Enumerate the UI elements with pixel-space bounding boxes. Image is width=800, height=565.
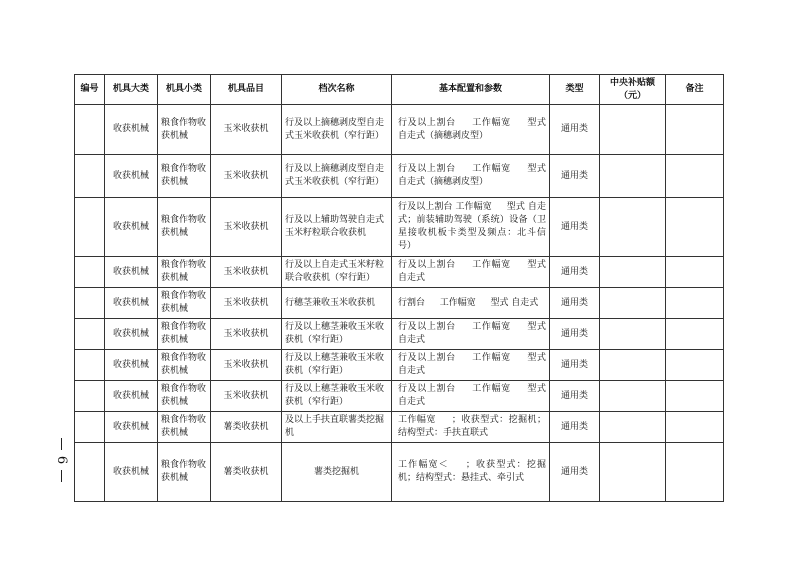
cell-grade: 行及以上摘穗剥皮型自走式玉米收获机（窄行距）: [282, 105, 392, 155]
header-grade: 档次名称: [282, 75, 392, 105]
cell-major-class: 收获机械: [105, 105, 158, 155]
cell-note: [666, 381, 724, 412]
cell-major-class: 收获机械: [105, 288, 158, 319]
cell-major-class: 收获机械: [105, 155, 158, 198]
header-major-class: 机具大类: [105, 75, 158, 105]
cell-no: [75, 381, 105, 412]
cell-grade: 及以上手扶直联薯类挖掘机: [282, 412, 392, 443]
cell-major-class: 收获机械: [105, 443, 158, 502]
cell-subsidy: [600, 350, 666, 381]
cell-major-class: 收获机械: [105, 412, 158, 443]
cell-grade: 行及以上穗茎兼收玉米收获机（窄行距）: [282, 381, 392, 412]
cell-minor-class: 粮食作物收获机械: [158, 155, 211, 198]
cell-config: 行及以上割台 工作幅宽 型式 自走式: [392, 257, 550, 288]
cell-item: 玉米收获机: [211, 198, 282, 257]
page-number-dash-top: [61, 438, 62, 450]
cell-no: [75, 198, 105, 257]
cell-note: [666, 350, 724, 381]
cell-grade: 行及以上辅助驾驶自走式玉米籽粒联合收获机: [282, 198, 392, 257]
cell-minor-class: 粮食作物收获机械: [158, 105, 211, 155]
cell-item: 玉米收获机: [211, 319, 282, 350]
cell-major-class: 收获机械: [105, 381, 158, 412]
cell-config: 工作幅宽 ；收获型式：挖掘机；结构型式：手扶直联式: [392, 412, 550, 443]
cell-minor-class: 粮食作物收获机械: [158, 257, 211, 288]
cell-config: 行割台 工作幅宽 型式 自走式: [392, 288, 550, 319]
cell-note: [666, 412, 724, 443]
cell-no: [75, 155, 105, 198]
cell-no: [75, 288, 105, 319]
table-row: [75, 319, 724, 350]
cell-no: [75, 412, 105, 443]
table-row: [75, 257, 724, 288]
header-note: 备注: [666, 75, 724, 105]
cell-minor-class: 粮食作物收获机械: [158, 412, 211, 443]
cell-minor-class: 粮食作物收获机械: [158, 443, 211, 502]
cell-no: [75, 105, 105, 155]
cell-item: 玉米收获机: [211, 381, 282, 412]
table-header-row: [75, 75, 724, 105]
subsidy-table: [74, 74, 724, 502]
cell-config: 行及以上割台 工作幅宽 型式 自走式: [392, 319, 550, 350]
table-row: [75, 198, 724, 257]
cell-type: 通用类: [550, 257, 600, 288]
header-subsidy: 中央补贴额（元）: [600, 75, 666, 105]
cell-major-class: 收获机械: [105, 350, 158, 381]
table-row: [75, 443, 724, 502]
header-no: 编号: [75, 75, 105, 105]
table-row: [75, 412, 724, 443]
cell-note: [666, 319, 724, 350]
cell-note: [666, 155, 724, 198]
cell-no: [75, 350, 105, 381]
cell-subsidy: [600, 198, 666, 257]
page-number-digit: 6: [54, 455, 69, 465]
cell-grade: 行及以上穗茎兼收玉米收获机（窄行距）: [282, 350, 392, 381]
cell-minor-class: 粮食作物收获机械: [158, 288, 211, 319]
cell-note: [666, 105, 724, 155]
cell-major-class: 收获机械: [105, 319, 158, 350]
cell-minor-class: 粮食作物收获机械: [158, 198, 211, 257]
cell-subsidy: [600, 319, 666, 350]
cell-subsidy: [600, 288, 666, 319]
cell-config: 工作幅宽＜ ；收获型式：挖掘机；结构型式：悬挂式、牵引式: [392, 443, 550, 502]
cell-subsidy: [600, 443, 666, 502]
cell-grade: 行及以上自走式玉米籽粒联合收获机（窄行距）: [282, 257, 392, 288]
header-config: 基本配置和参数: [392, 75, 550, 105]
cell-type: 通用类: [550, 319, 600, 350]
cell-grade: 薯类挖掘机: [282, 443, 392, 502]
table-row: [75, 155, 724, 198]
cell-minor-class: 粮食作物收获机械: [158, 381, 211, 412]
cell-type: 通用类: [550, 350, 600, 381]
cell-config: 行及以上割台 工作幅宽 型式 自走式: [392, 381, 550, 412]
cell-no: [75, 319, 105, 350]
cell-note: [666, 198, 724, 257]
cell-subsidy: [600, 381, 666, 412]
cell-config: 行及以上割台 工作幅宽 型式 自走式: [392, 350, 550, 381]
header-minor-class: 机具小类: [158, 75, 211, 105]
cell-item: 玉米收获机: [211, 350, 282, 381]
page-number-dash-bottom: [61, 470, 62, 482]
cell-type: 通用类: [550, 412, 600, 443]
table-row: [75, 288, 724, 319]
cell-item: 玉米收获机: [211, 288, 282, 319]
cell-subsidy: [600, 257, 666, 288]
cell-type: 通用类: [550, 105, 600, 155]
table-row: [75, 381, 724, 412]
cell-config: 行及以上割台 工作幅宽 型式 自走式（摘穗剥皮型）: [392, 105, 550, 155]
cell-subsidy: [600, 105, 666, 155]
cell-major-class: 收获机械: [105, 257, 158, 288]
table-row: [75, 350, 724, 381]
cell-item: 薯类收获机: [211, 412, 282, 443]
side-page-number: [54, 438, 68, 482]
cell-item: 玉米收获机: [211, 257, 282, 288]
cell-type: 通用类: [550, 443, 600, 502]
table-row: [75, 105, 724, 155]
cell-type: 通用类: [550, 381, 600, 412]
cell-minor-class: 粮食作物收获机械: [158, 319, 211, 350]
cell-config: 行及以上割台 工作幅宽 型式 自走式；前装辅助驾驶（系统）设备（卫星接收机板卡类型及频点：北斗信号）: [392, 198, 550, 257]
cell-subsidy: [600, 155, 666, 198]
cell-type: 通用类: [550, 198, 600, 257]
cell-grade: 行穗茎兼收玉米收获机: [282, 288, 392, 319]
cell-no: [75, 443, 105, 502]
cell-item: 薯类收获机: [211, 443, 282, 502]
cell-subsidy: [600, 412, 666, 443]
cell-major-class: 收获机械: [105, 198, 158, 257]
cell-note: [666, 443, 724, 502]
cell-config: 行及以上割台 工作幅宽 型式 自走式（摘穗剥皮型）: [392, 155, 550, 198]
cell-grade: 行及以上摘穗剥皮型自走式玉米收获机（窄行距）: [282, 155, 392, 198]
cell-item: 玉米收获机: [211, 155, 282, 198]
cell-no: [75, 257, 105, 288]
header-type: 类型: [550, 75, 600, 105]
cell-grade: 行及以上穗茎兼收玉米收获机（窄行距）: [282, 319, 392, 350]
cell-item: 玉米收获机: [211, 105, 282, 155]
cell-type: 通用类: [550, 155, 600, 198]
cell-type: 通用类: [550, 288, 600, 319]
cell-note: [666, 257, 724, 288]
cell-note: [666, 288, 724, 319]
header-item: 机具品目: [211, 75, 282, 105]
cell-minor-class: 粮食作物收获机械: [158, 350, 211, 381]
